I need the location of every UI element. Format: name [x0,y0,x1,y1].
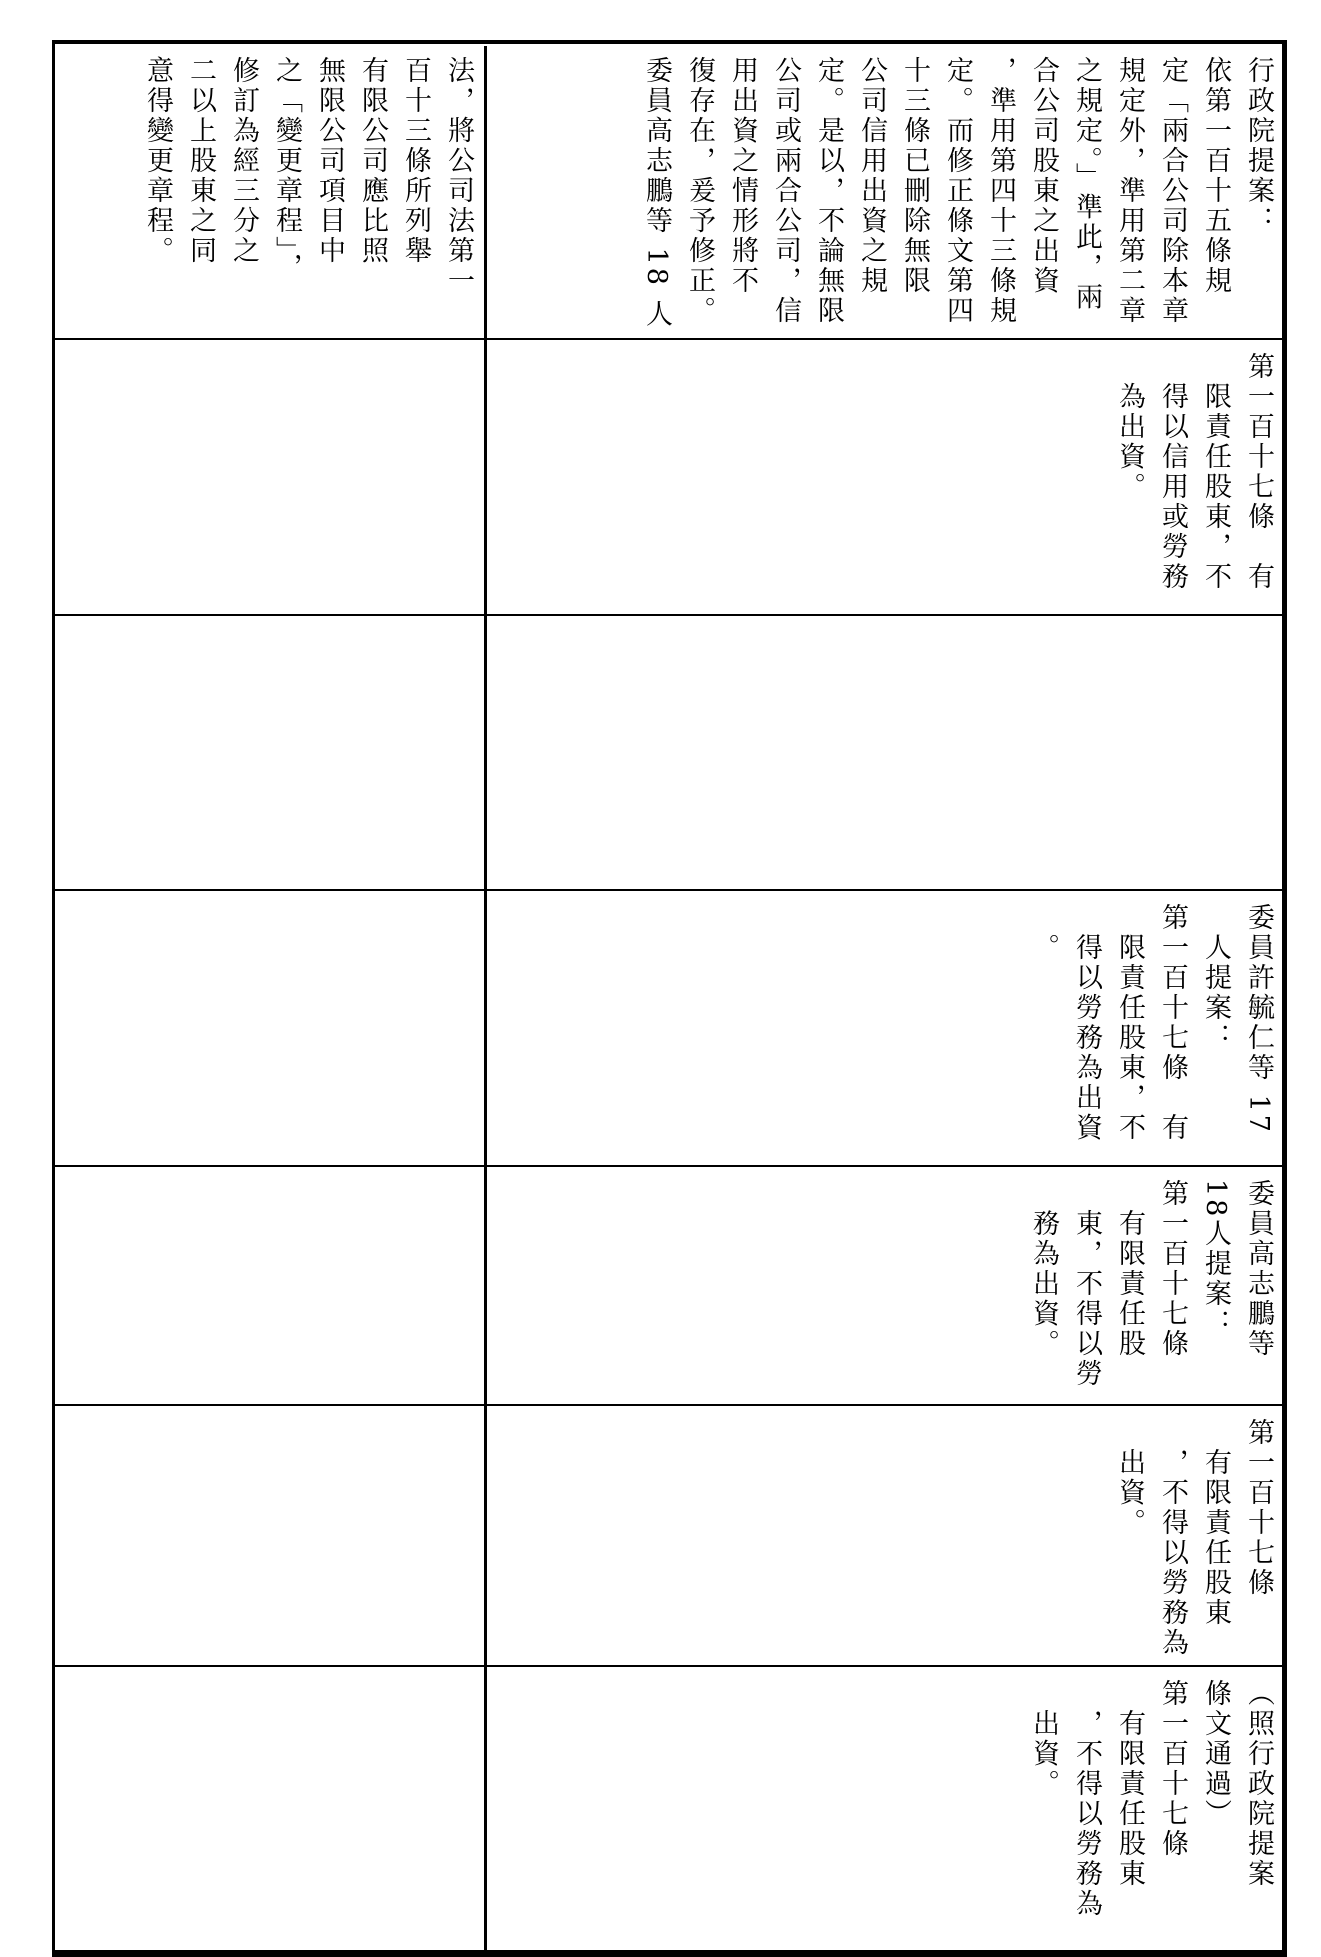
row-divider [52,1404,1287,1406]
article-117-current-cell: 第一百十七條 有限責任股東 ，不得以勞務為 出資。 [1114,1418,1274,1658]
row-divider [52,614,1287,616]
proposal-kao-cell: 委員高志鵬等 18人提案： 第一百十七條 有限責任股 東，不得以勞 務為出資。 [1028,1179,1274,1389]
explanation-cell-executive-yuan: 行政院提案： 依第一百十五條規 定「兩合公司除本章 規定外，準用第二章 之規定。」準此，兩 合公司股東之出資 ，準用第四十三條規 定。而修正條文第四 十三條已刪除無限 公司信用出資之規 定。是以，不論無限 公司或兩合公司，信 用出資之情形將不 復存在，爰予修正。 委員高志鵬等 18 人 [641,56,1274,330]
row-divider [52,338,1287,340]
row-divider [52,1165,1287,1167]
table-top-rule [52,40,1287,44]
row-divider [52,889,1287,891]
column-divider [484,46,487,1956]
article-117-original-cell: 第一百十七條 有 限責任股東，不 得以信用或勞務 為出資。 [1114,352,1274,592]
explanation-cell-continued: 法，將公司法第一 百十三條所列舉 有限公司應比照 無限公司項目中 之「變更章程」， 修訂為經三分之 二以上股東之同 意得變更章程。 [142,56,474,296]
table-right-rule [1282,40,1287,1957]
empty-cell [490,628,1280,883]
table-left-rule [52,40,55,1957]
row-divider [52,1665,1287,1667]
proposal-hsu-cell: 委員許毓仁等 17 人提案： 第一百十七條 有 限責任股東，不 得以勞務為出資 。 [1028,903,1274,1143]
table-bottom-rule [52,1950,1287,1957]
resolution-cell: （照行政院提案 條文通過） 第一百十七條 有限責任股東 ，不得以勞務為 出資。 [1028,1679,1274,1919]
